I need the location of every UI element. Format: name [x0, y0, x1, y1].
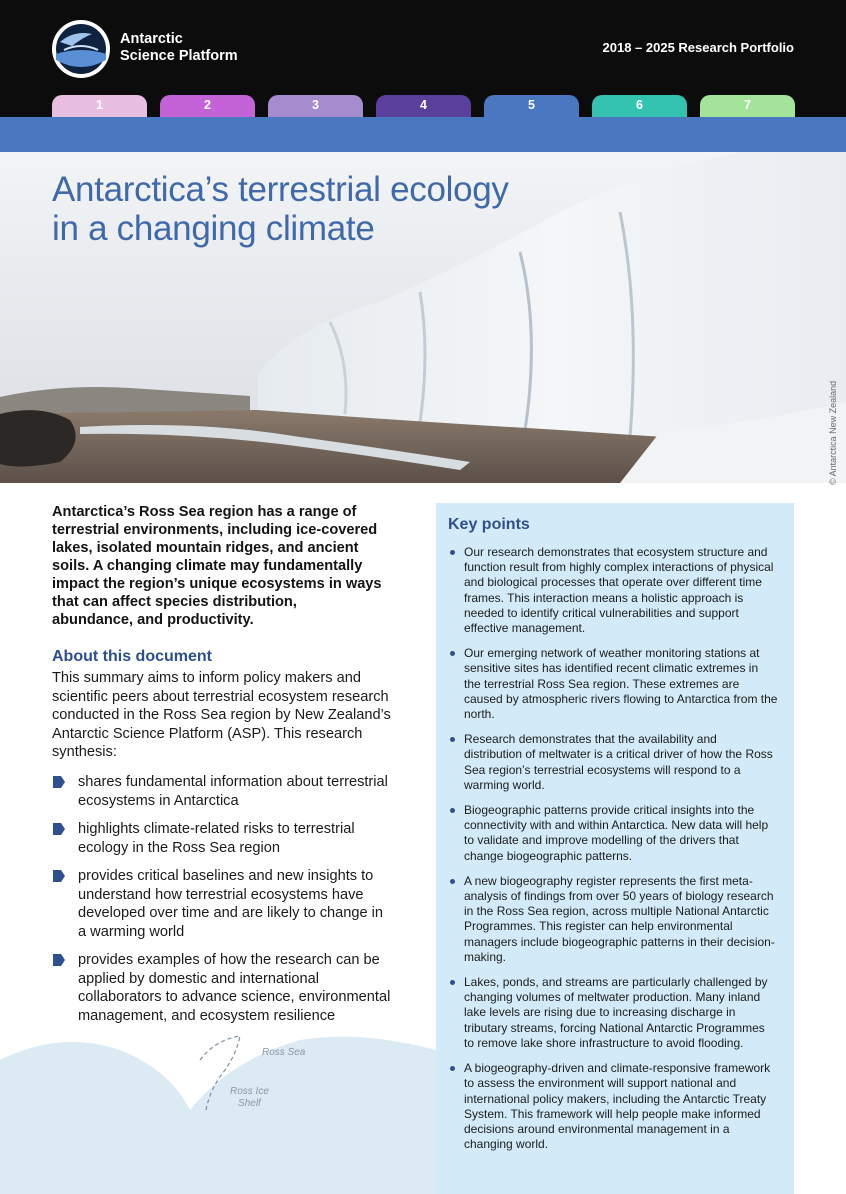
- bullet-text: shares fundamental information about terrestrial ecosystems in Antarctica: [78, 774, 388, 809]
- bullet-arrow-icon: [52, 869, 66, 883]
- list-item: Our research demonstrates that ecosystem structure and function result from highly complex interactions of physical and biological processes that operate over different time frames. This interaction means a holistic approach is needed to identify critical vulnerabilities and support effective management.: [448, 545, 778, 636]
- bullet-text: provides examples of how the research can be applied by domestic and international collaborators to advance science, environmental management, and ecosystem resilience: [78, 952, 391, 1024]
- about-paragraph: This summary aims to inform policy makers and scientific peers about terrestrial ecosystem research conducted in the Ross Sea region by New Zealand’s Antarctic Science Platform (ASP). This research synthesis:: [52, 670, 391, 760]
- tab-3-label: 3: [312, 98, 319, 112]
- list-item: Lakes, ponds, and streams are particularly challenged by changing volumes of meltwater production. Many inland lake levels are rising due to increasing discharge in tributary streams, forcing National Antarctic Programmes to remove lake shore infrastructure to avoid flooding.: [448, 975, 778, 1051]
- ross-sea-label: Ross Sea: [262, 1047, 306, 1058]
- bullet-text: provides critical baselines and new insights to understand how terrestrial ecosystems have developed over time and are likely to change in a warming world: [78, 868, 384, 940]
- key-points-heading: Key points: [448, 516, 530, 533]
- tab-3[interactable]: [268, 95, 363, 117]
- header-bar: [0, 0, 846, 117]
- ice-shelf-line-2: Shelf: [238, 1098, 261, 1109]
- about-bullet-list: [52, 773, 392, 1035]
- photo-credit: © Antarctica New Zealand: [828, 380, 838, 485]
- tab-2-label: 2: [204, 98, 211, 112]
- logo-line-2: Science Platform: [120, 48, 238, 64]
- list-item: Research demonstrates that the availability and distribution of meltwater is a critical driver of how the Ross Sea region’s terrestrial ecosystems will respond to a warming world.: [448, 732, 778, 793]
- tab-6[interactable]: [592, 95, 687, 117]
- bullet-text: highlights climate-related risks to terrestrial ecology in the Ross Sea region: [78, 821, 355, 856]
- asp-logo: [52, 20, 110, 78]
- list-item: [52, 867, 392, 941]
- bullet-arrow-icon: [52, 953, 66, 967]
- bullet-arrow-icon: [52, 822, 66, 836]
- tab-2[interactable]: [160, 95, 255, 117]
- accent-band: [0, 117, 846, 152]
- title-line-1: Antarctica’s terrestrial ecology: [52, 170, 509, 209]
- page-title: [52, 170, 509, 248]
- list-item: [52, 773, 392, 810]
- logo-text: [120, 31, 238, 65]
- list-item: Our emerging network of weather monitoring stations at sensitive sites has identified recent climatic extremes in the terrestrial Ross Sea region. These extremes are caused by atmospheric rivers flowing to Antarctica from the north.: [448, 646, 778, 722]
- tab-1-label: 1: [96, 98, 103, 112]
- list-item: [52, 951, 392, 1025]
- list-item: A new biogeography register represents the first meta-analysis of findings from over 50 years of biology research in the Ross Sea region, across multiple National Antarctic Programmes. This register can help environmental managers include biogeographic patterns in their decision-making.: [448, 874, 778, 965]
- tab-1[interactable]: [52, 95, 147, 117]
- tab-7[interactable]: [700, 95, 795, 117]
- list-item: Biogeographic patterns provide critical insights into the connectivity with and within Antarctica. New data will help to validate and improve modelling of the drivers that change biogeographic patterns.: [448, 803, 778, 864]
- about-heading: About this document: [52, 648, 212, 665]
- intro-paragraph: Antarctica’s Ross Sea region has a range of terrestrial environments, including ice-covered lakes, isolated mountain ridges, and ancient soils. A changing climate may fundamentally impact the region’s unique ecosystems in ways that can affect species distribution, abundance, and productivity.: [52, 504, 382, 628]
- key-points-list: [448, 545, 778, 1162]
- tab-4[interactable]: [376, 95, 471, 117]
- logo-line-1: Antarctic: [120, 31, 183, 47]
- tab-4-label: 4: [420, 98, 427, 112]
- list-item: [52, 820, 392, 857]
- tab-7-label: 7: [744, 98, 751, 112]
- ice-shelf-line-1: Ross Ice: [230, 1086, 269, 1097]
- tab-5[interactable]: [484, 95, 579, 117]
- ross-ice-shelf-label: [230, 1086, 269, 1110]
- tab-5-label: 5: [528, 98, 535, 112]
- list-item: A biogeography-driven and climate-responsive framework to assess the environment will support national and international policy makers, including the Antarctic Treaty System. This framework will help people make informed decisions around environmental management in a changing world.: [448, 1061, 778, 1152]
- tab-6-label: 6: [636, 98, 643, 112]
- title-line-2: in a changing climate: [52, 209, 375, 248]
- section-tabs: [0, 95, 846, 117]
- portfolio-label: 2018 – 2025 Research Portfolio: [602, 40, 794, 55]
- key-points-panel: [436, 503, 794, 1194]
- bullet-arrow-icon: [52, 775, 66, 789]
